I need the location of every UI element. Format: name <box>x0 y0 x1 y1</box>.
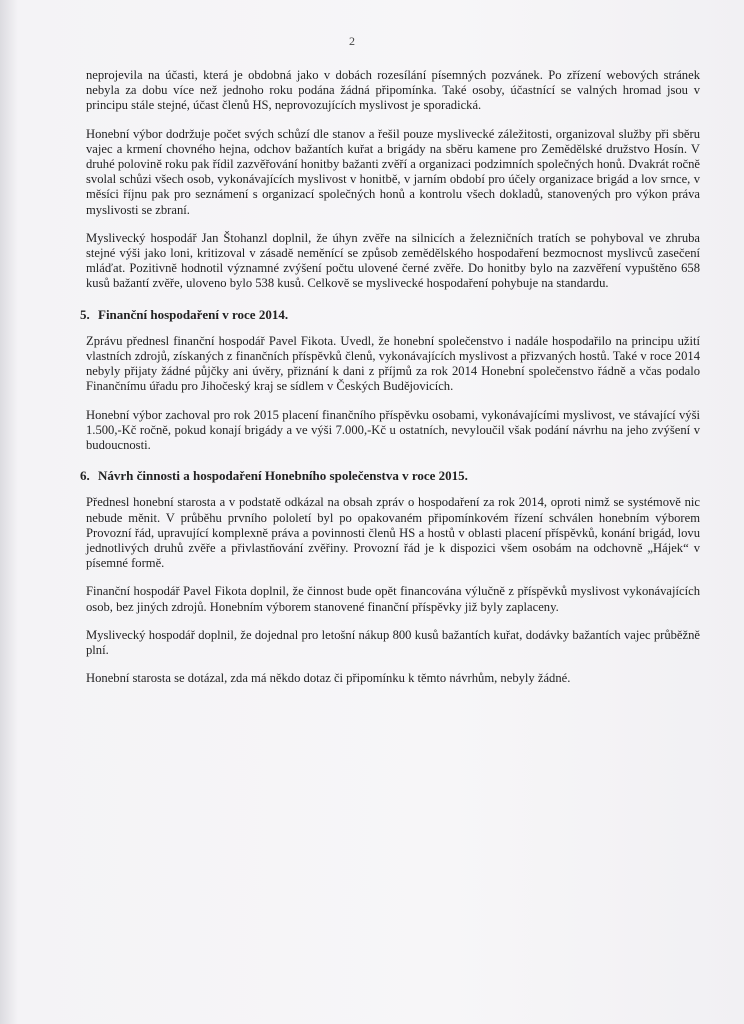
paragraph: Honební výbor zachoval pro rok 2015 placení finančního příspěvku osobami, vykonávajícími myslivost, ve stávající výši 1.500,-Kč ročně, pokud konají brigády a ve výši 7.000,-Kč u ostatních, nevyloučil však podání návrhu na jeho zvýšení v budoucnosti. <box>86 407 700 453</box>
intro-block <box>86 68 700 292</box>
section-5-block <box>86 334 700 453</box>
section-heading-6 <box>80 468 700 483</box>
paragraph: Zprávu přednesl finanční hospodář Pavel Fikota. Uvedl, že honební společenstvo i nadále hospodařilo na principu užití vlastních zdrojů, získaných z finančních příspěvků členů, vykonávajících myslivost a přizvaných hostů. Také v roce 2014 nebyly přijaty žádné půjčky ani úvěry, přiznání k dani z příjmů za rok 2014 Honební společenstvo řádně a včas podalo Finančnímu úřadu pro Jihočeský kraj se sídlem v Českých Budějovicích. <box>86 333 700 394</box>
section-title: Návrh činnosti a hospodaření Honebního společenstva v roce 2015. <box>98 468 468 484</box>
paragraph: Myslivecký hospodář doplnil, že dojednal pro letošní nákup 800 kusů bažantích kuřat, dodávky bažantích vajec průběžně plní. <box>86 627 700 658</box>
section-title: Finanční hospodaření v roce 2014. <box>98 306 289 322</box>
paragraph: Přednesl honební starosta a v podstatě odkázal na obsah zpráv o hospodaření za rok 2014, oproti nimž se systémově nic nebude měnit. V průběhu prvního pololetí byl po opakovaném připomínkovém řízení schválen honebním výborem Provozní řád, upravující komplexně práva a povinnosti členů HS a hostů v oblasti placení příspěvků, konání brigád, lovu jednotlivých druhů zvěře a přivlastňování zvěřiny. Provozní řád je k dispozici všem osobám na odchovně „Hájek“ v písemné formě. <box>86 495 700 571</box>
section-6-block <box>86 495 700 686</box>
document-body <box>80 68 700 700</box>
section-heading-5 <box>80 307 700 322</box>
paragraph: Honební výbor dodržuje počet svých schůzí dle stanov a řešil pouze myslivecké záležitosti, organizoval služby při sběru vajec a krmení chovného hejna, odchov bažantích kuřat a brigády na sběru kamene pro Zemědělské družstvo Hosín. V druhé polovině roku pak řídil zazvěřování honitby bažanti zvěří a organizaci podzimních společných honů. Dvakrát ročně svolal schůzi všech osob, vykonávajících myslivost v honitbě, v jarním období pro účely organizace brigád a lov srnce, v měsíci říjnu pak pro seznámení s organizací společných honů a kontrolu všech dokladů, stanovených pro výkon práva myslivosti se zbraní. <box>86 126 700 217</box>
section-number: 6. <box>80 468 90 484</box>
paragraph: Myslivecký hospodář Jan Štohanzl doplnil, že úhyn zvěře na silnicích a železničních tratích se pohyboval ve zhruba stejné výši jako loni, kritizoval v zásadě neměnící se způsob zemědělského hospodaření bezmocnost myslivců zasečení mláďat. Pozitivně hodnotil významné zvýšení počtu ulovené černé zvěře. Do honitby bylo na zazvěření vypuštěno 658 kusů bažantí zvěře, uloveno bylo 538 kusů. Celkově se myslivecké hospodaření pohybuje na standardu. <box>86 230 700 291</box>
paragraph: Honební starosta se dotázal, zda má někdo dotaz či připomínku k těmto návrhům, nebyly žádné. <box>86 671 571 686</box>
section-number: 5. <box>80 306 90 322</box>
paragraph: neprojevila na účasti, která je obdobná jako v dobách rozesílání písemných pozvánek. Po zřízení webových stránek nebyla za dobu více než jednoho roku podána žádná připomínka. Také osoby, účastnící se valných hromad jsou v principu stále stejné, účast členů HS, neprovozujících myslivost je sporadická. <box>86 68 700 113</box>
paragraph: Finanční hospodář Pavel Fikota doplnil, že činnost bude opět financována výlučně z příspěvků myslivost vykonávajících osob, bez jiných zdrojů. Honebním výborem stanovené finanční příspěvky již byly zaplaceny. <box>86 584 700 614</box>
page-number: 2 <box>349 34 355 48</box>
